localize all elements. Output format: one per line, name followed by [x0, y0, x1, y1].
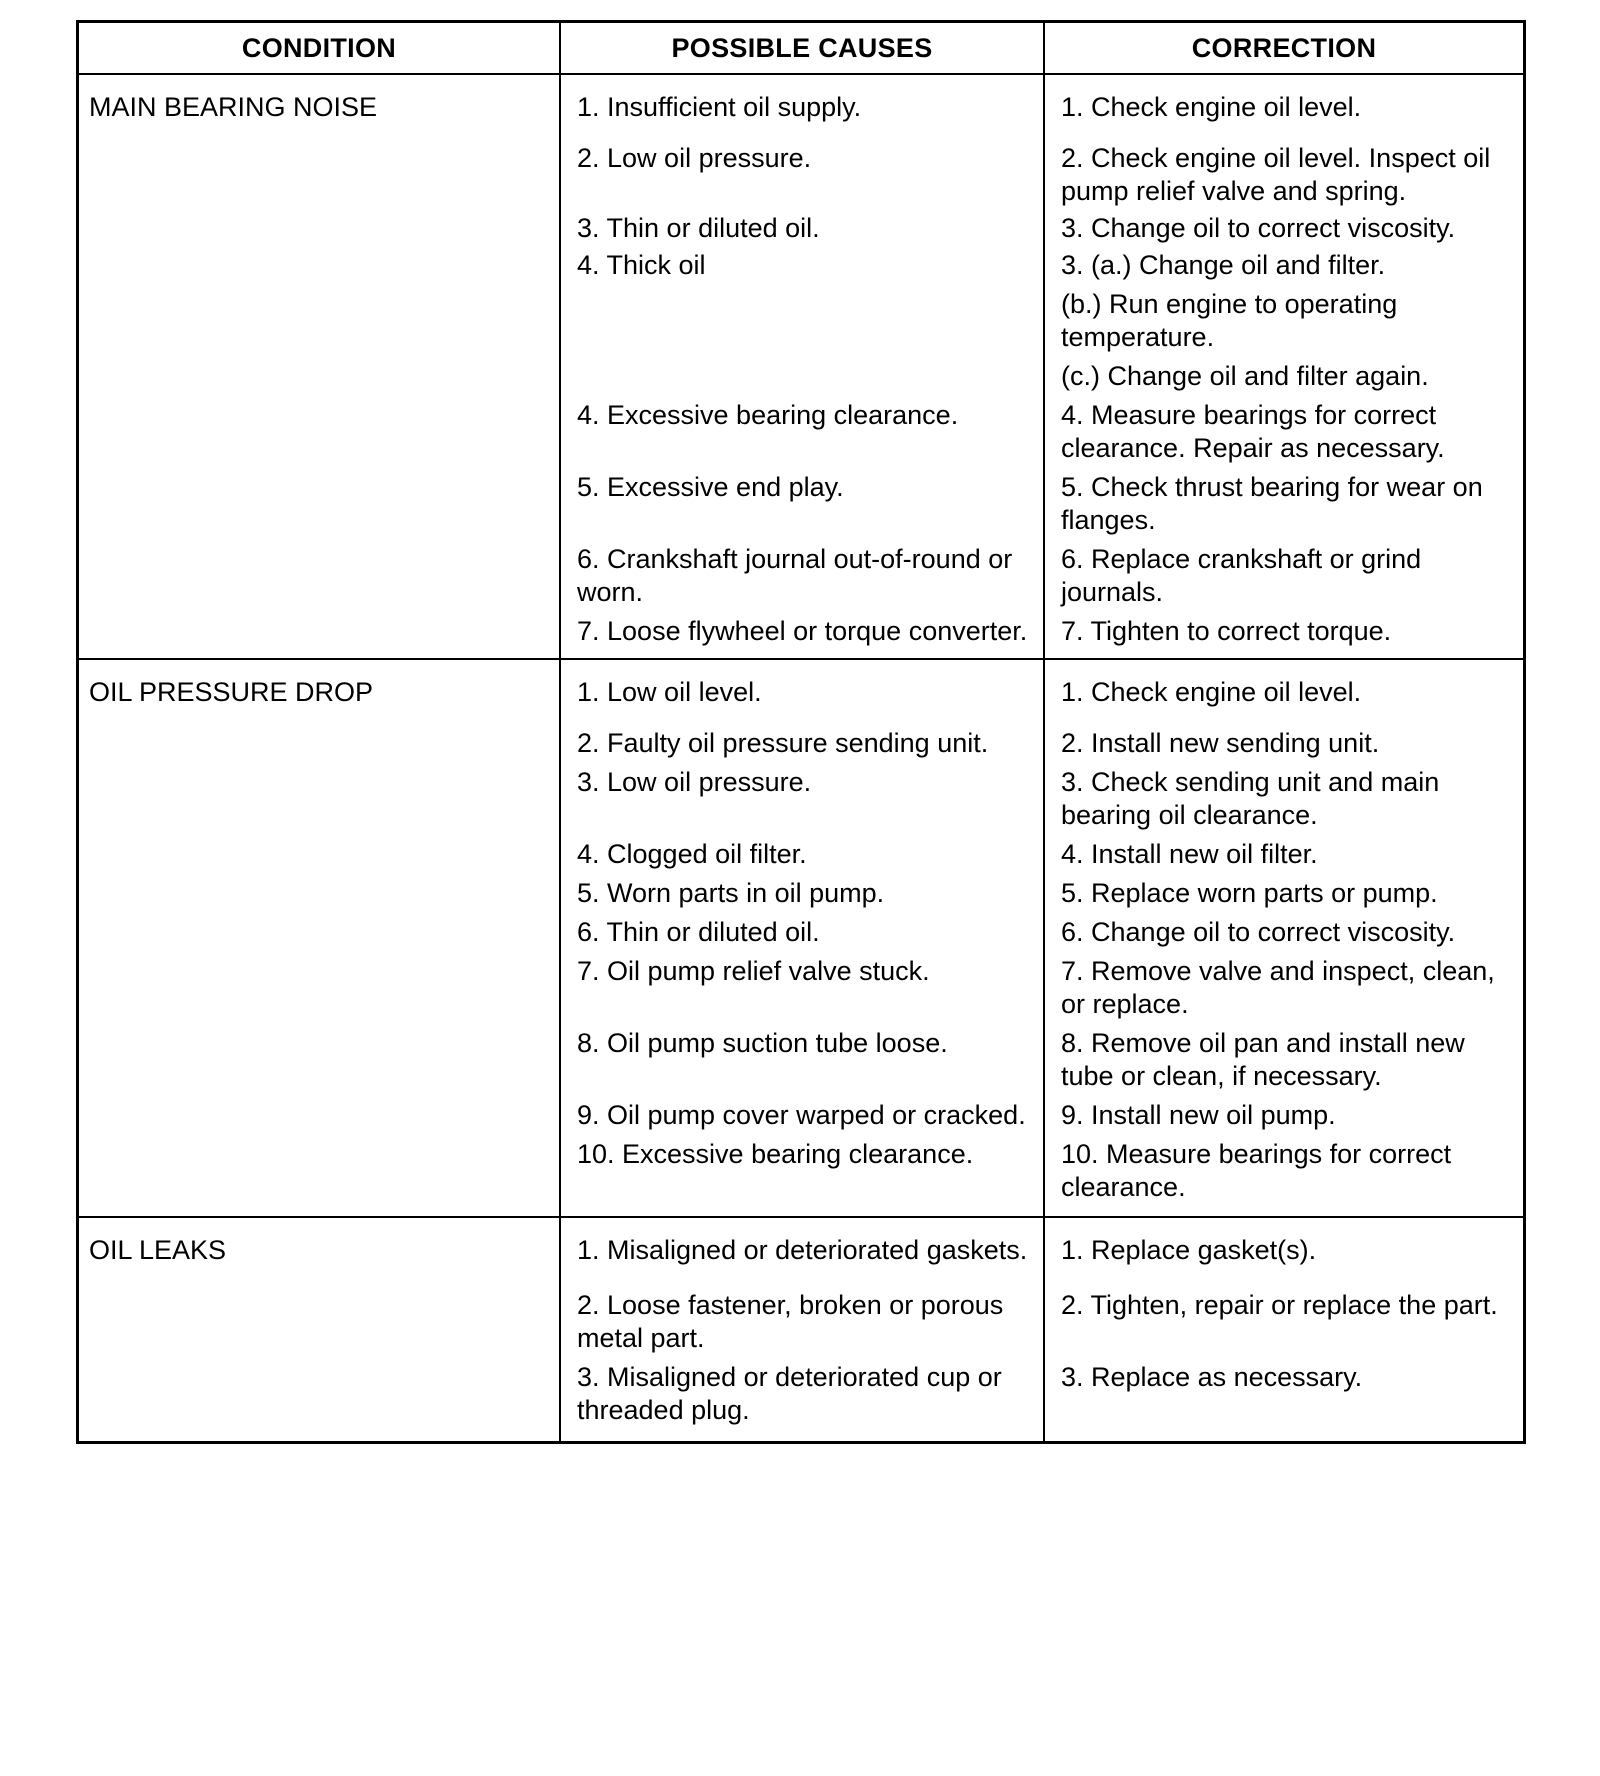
- table-row: [561, 142, 1523, 208]
- header-correction: CORRECTION: [1191, 32, 1377, 63]
- possible-cause: 7. Oil pump relief valve stuck.: [577, 956, 930, 986]
- table-row: [561, 1099, 1523, 1132]
- table-row: [561, 1289, 1523, 1355]
- table-row: [561, 877, 1523, 910]
- correction: 6. Change oil to correct viscosity.: [1061, 917, 1456, 947]
- correction: 6. Replace crankshaft or grind journals.: [1061, 544, 1422, 607]
- correction: 3. Change oil to correct viscosity.: [1061, 213, 1456, 243]
- condition-section: [79, 1218, 1523, 1441]
- correction: 3. Check sending unit and main bearing oil clearance.: [1061, 767, 1440, 830]
- correction: 10. Measure bearings for correct clearance.: [1061, 1139, 1452, 1202]
- correction: (c.) Change oil and filter again.: [1061, 361, 1429, 391]
- table-row: [561, 1234, 1523, 1267]
- table-row: [561, 727, 1523, 760]
- possible-cause: 4. Excessive bearing clearance.: [577, 400, 959, 430]
- possible-cause: 5. Excessive end play.: [577, 472, 844, 502]
- table-row: [561, 288, 1523, 354]
- table-row: [561, 766, 1523, 832]
- possible-cause: 2. Loose fastener, broken or porous metal part.: [577, 1290, 1004, 1353]
- correction: 2. Install new sending unit.: [1061, 728, 1380, 758]
- column-divider: [1043, 75, 1045, 658]
- possible-cause: 9. Oil pump cover warped or cracked.: [577, 1100, 1026, 1130]
- correction: 3. (a.) Change oil and filter.: [1061, 250, 1386, 280]
- table-row: [561, 615, 1523, 648]
- table-header: [79, 23, 1523, 75]
- table-row: [561, 916, 1523, 949]
- possible-cause: 1. Low oil level.: [577, 677, 762, 707]
- correction: 7. Tighten to correct torque.: [1061, 616, 1392, 646]
- column-divider: [1043, 660, 1045, 1216]
- correction: (b.) Run engine to operating temperature.: [1061, 289, 1398, 352]
- possible-cause: 1. Insufficient oil supply.: [577, 92, 862, 122]
- table-row: [561, 212, 1523, 245]
- header-possible-causes: POSSIBLE CAUSES: [561, 23, 1045, 73]
- condition-section: [79, 75, 1523, 660]
- possible-cause: 4. Thick oil: [577, 250, 706, 280]
- table-row: [561, 676, 1523, 709]
- table-row: [561, 360, 1523, 393]
- diagnosis-table: [76, 20, 1526, 1444]
- correction: 2. Tighten, repair or replace the part.: [1061, 1290, 1498, 1320]
- possible-cause: 3. Misaligned or deteriorated cup or threaded plug.: [577, 1362, 1002, 1425]
- table-row: [561, 249, 1523, 282]
- table-row: [561, 1361, 1523, 1427]
- table-body: [79, 75, 1523, 1441]
- condition-label: OIL LEAKS: [79, 1218, 561, 1441]
- correction: 3. Replace as necessary.: [1061, 1362, 1363, 1392]
- possible-cause: 6. Crankshaft journal out-of-round or worn.: [577, 544, 1013, 607]
- possible-cause: 5. Worn parts in oil pump.: [577, 878, 885, 908]
- condition-section: [79, 660, 1523, 1218]
- table-row: [561, 471, 1523, 537]
- condition-label: OIL PRESSURE DROP: [79, 660, 561, 1216]
- table-row: [561, 91, 1523, 124]
- column-divider: [1043, 1218, 1045, 1441]
- correction: 5. Check thrust bearing for wear on flanges.: [1061, 472, 1483, 535]
- possible-cause: 8. Oil pump suction tube loose.: [577, 1028, 948, 1058]
- correction: 9. Install new oil pump.: [1061, 1100, 1336, 1130]
- correction: 4. Measure bearings for correct clearance. Repair as necessary.: [1061, 400, 1445, 463]
- possible-cause: 3. Low oil pressure.: [577, 767, 812, 797]
- possible-cause: [561, 360, 1045, 393]
- possible-cause: 2. Faulty oil pressure sending unit.: [577, 728, 989, 758]
- table-row: [561, 399, 1523, 465]
- possible-cause: 6. Thin or diluted oil.: [577, 917, 820, 947]
- correction: 7. Remove valve and inspect, clean, or replace.: [1061, 956, 1495, 1019]
- possible-cause: 1. Misaligned or deteriorated gaskets.: [577, 1235, 1028, 1265]
- possible-cause: 4. Clogged oil filter.: [577, 839, 807, 869]
- correction: 5. Replace worn parts or pump.: [1061, 878, 1438, 908]
- table-row: [561, 838, 1523, 871]
- correction: 4. Install new oil filter.: [1061, 839, 1318, 869]
- possible-cause: [561, 288, 1045, 354]
- correction: 1. Check engine oil level.: [1061, 677, 1362, 707]
- possible-cause: 2. Low oil pressure.: [577, 143, 812, 173]
- table-row: [561, 1138, 1523, 1204]
- correction: 8. Remove oil pan and install new tube or clean, if necessary.: [1061, 1028, 1465, 1091]
- possible-cause: 3. Thin or diluted oil.: [577, 213, 820, 243]
- correction: 1. Replace gasket(s).: [1061, 1235, 1317, 1265]
- correction: 1. Check engine oil level.: [1061, 92, 1362, 122]
- correction: 2. Check engine oil level. Inspect oil pump relief valve and spring.: [1061, 143, 1491, 206]
- header-condition: CONDITION: [79, 23, 561, 73]
- table-row: [561, 1027, 1523, 1093]
- table-row: [561, 543, 1523, 609]
- table-row: [561, 955, 1523, 1021]
- condition-label: MAIN BEARING NOISE: [79, 75, 561, 658]
- possible-cause: 7. Loose flywheel or torque converter.: [577, 616, 1028, 646]
- possible-cause: 10. Excessive bearing clearance.: [577, 1139, 974, 1169]
